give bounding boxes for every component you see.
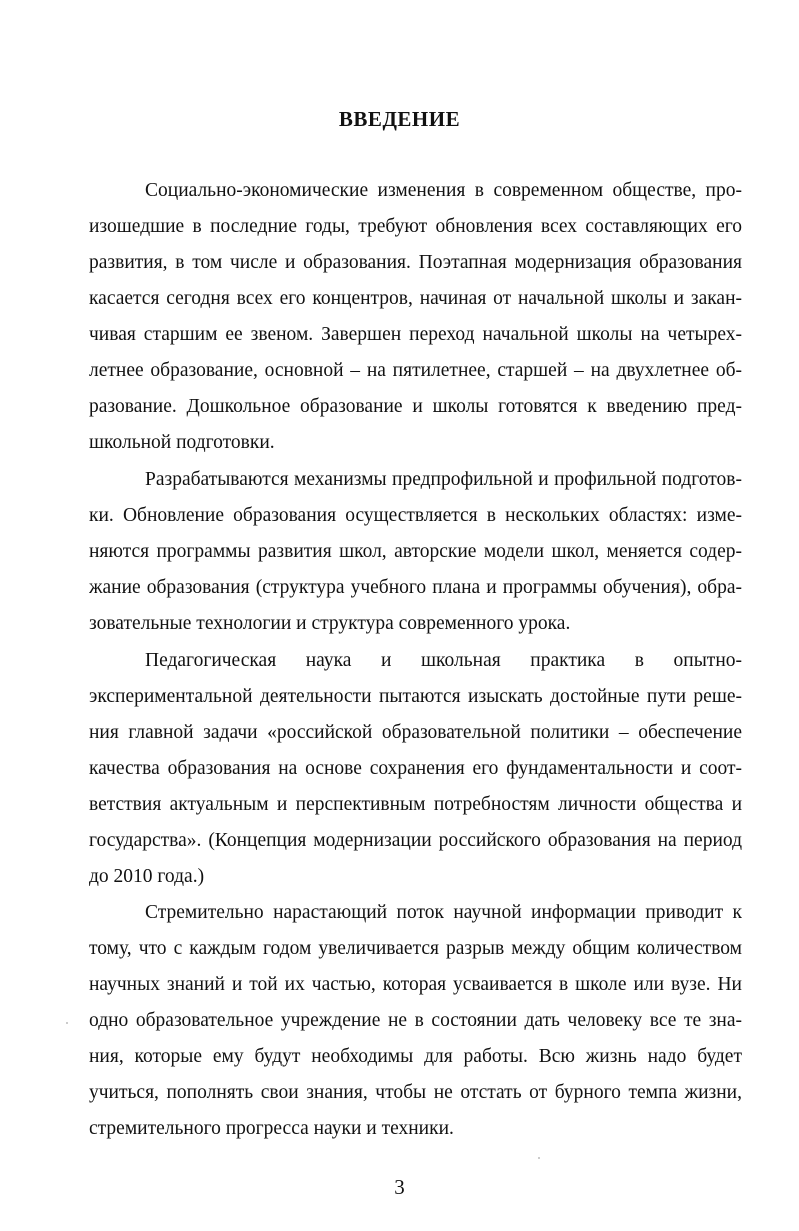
text-line: Педагогическая наука и школьная практика в опытно-: [145, 650, 742, 671]
text-line: развития, в том числе и образования. Поэтапная модернизация образования: [89, 252, 742, 273]
page-number: 3: [394, 1175, 405, 1199]
text-line: касается сегодня всех его концентров, начиная от начальной школы и закан-: [89, 288, 742, 309]
text-line: ния, которые ему будут необходимы для работы. Всю жизнь надо будет: [89, 1046, 742, 1067]
text-line: ветствия актуальным и перспективным потребностям личности общества и: [89, 794, 742, 815]
text-line: Разрабатываются механизмы предпрофильной и профильной подготов-: [145, 469, 742, 490]
text-line: качества образования на основе сохранения его фундаментальности и соот-: [89, 758, 742, 779]
text-line: до 2010 года.): [89, 866, 205, 887]
text-line: экспериментальной деятельности пытаются изыскать достойные пути реше-: [89, 686, 742, 707]
page-title: ВВЕДЕНИЕ: [338, 107, 461, 131]
paragraph-4: [89, 895, 742, 1147]
paragraph-1: [89, 173, 742, 461]
text-line: разование. Дошкольное образование и школы готовятся к введению пред-: [89, 396, 742, 417]
text-line: тому, что с каждым годом увеличивается разрыв между общим количеством: [89, 938, 742, 959]
text-line: Социально-экономические изменения в современном обществе, про-: [145, 180, 742, 201]
text-line: одно образовательное учреждение не в состоянии дать человеку все те зна-: [89, 1010, 742, 1031]
text-line: Стремительно нарастающий поток научной информации приводит к: [145, 902, 742, 923]
scan-speck: [66, 1022, 68, 1024]
text-line: чивая старшим ее звеном. Завершен переход начальной школы на четырех-: [89, 324, 742, 345]
text-line: изошедшие в последние годы, требуют обновления всех составляющих его: [89, 216, 742, 237]
paragraph-2: [89, 462, 742, 642]
text-line: стремительного прогресса науки и техники.: [89, 1118, 454, 1139]
text-line: учиться, пополнять свои знания, чтобы не отстать от бурного темпа жизни,: [89, 1082, 742, 1103]
text-line: летнее образование, основной – на пятилетнее, старшей – на двухлетнее об-: [89, 360, 742, 381]
text-line: зовательные технологии и структура современного урока.: [89, 613, 571, 634]
text-line: няются программы развития школ, авторские модели школ, меняется содер-: [89, 541, 742, 562]
text-line: государства». (Концепция модернизации российского образования на период: [89, 830, 742, 851]
text-line: школьной подготовки.: [89, 432, 275, 453]
text-line: ки. Обновление образования осуществляется в нескольких областях: изме-: [89, 505, 742, 526]
text-line: жание образования (структура учебного плана и программы обучения), обра-: [89, 577, 742, 598]
text-line: ния главной задачи «российской образовательной политики – обеспечение: [89, 722, 742, 743]
text-line: научных знаний и той их частью, которая усваивается в школе или вузе. Ни: [89, 974, 742, 995]
scan-speck: [538, 1157, 540, 1159]
paragraph-3: [89, 643, 742, 895]
